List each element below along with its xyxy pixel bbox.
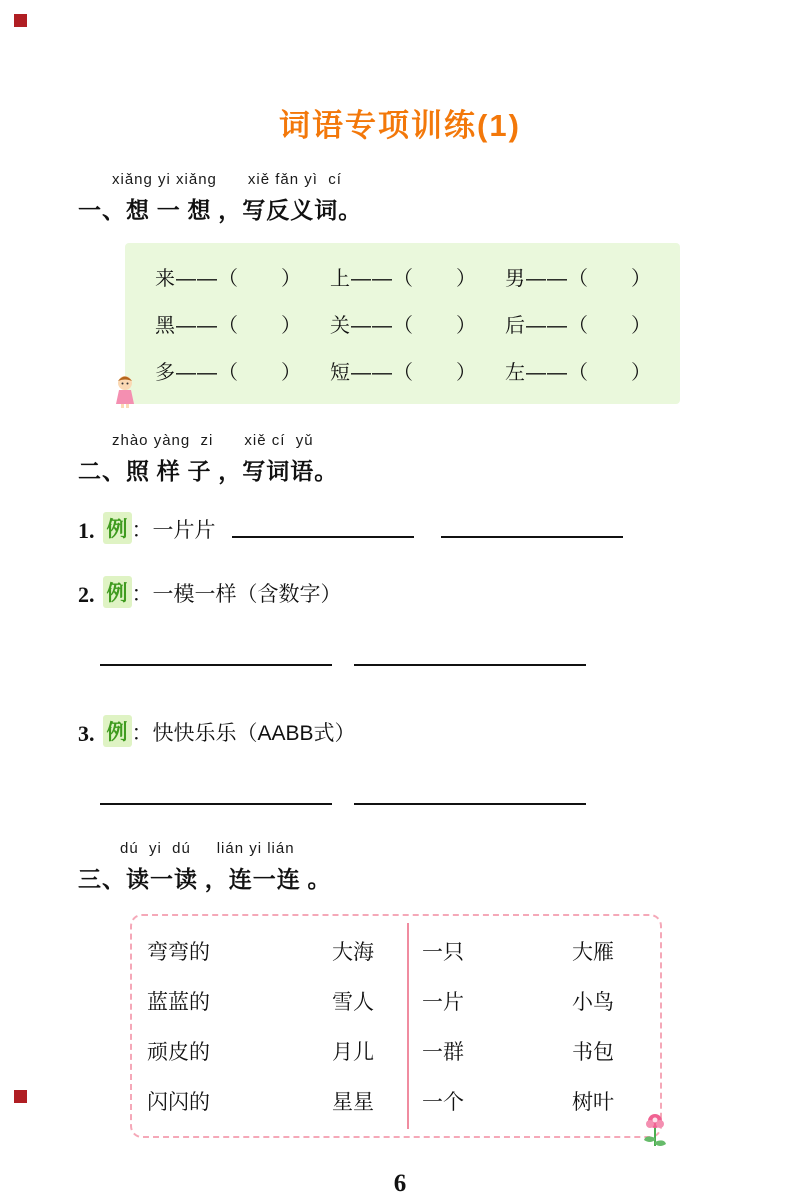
match-noun[interactable]: 雪人	[332, 991, 374, 1014]
flower-icon	[638, 1112, 672, 1150]
match-measure[interactable]: 一群	[422, 1041, 464, 1064]
answer-blank[interactable]	[441, 514, 623, 538]
doll-icon	[111, 374, 139, 408]
answer-blank[interactable]	[354, 642, 586, 666]
match-noun[interactable]: 大海	[332, 941, 374, 964]
antonym-cell[interactable]: 后——（ ）	[505, 315, 652, 337]
section3-heading: 三、读一读 ，连一连 。	[78, 867, 332, 892]
example-text: ：一片片	[131, 519, 216, 542]
antonym-cell[interactable]: 上——（ ）	[330, 268, 477, 290]
page-number: 6	[393, 1170, 407, 1197]
example-label: 例	[103, 715, 132, 747]
example-item-2	[78, 576, 800, 608]
answer-blanks-row	[100, 642, 800, 671]
match-measure[interactable]: 一只	[422, 941, 464, 964]
match-row	[147, 926, 660, 976]
example-label: 例	[103, 512, 132, 544]
match-noun[interactable]: 大雁	[572, 941, 614, 964]
antonym-cell[interactable]: 短——（ ）	[330, 362, 477, 384]
match-adjective[interactable]: 闪闪的	[147, 1091, 210, 1114]
section3-pinyin: dú yi dú lián yi lián	[120, 840, 295, 857]
antonym-cell[interactable]: 关——（ ）	[330, 315, 477, 337]
example-text: ：快快乐乐（AABB式）	[131, 722, 356, 745]
match-measure[interactable]: 一个	[422, 1091, 464, 1114]
page-title: 词语专项训练(1)	[279, 108, 521, 143]
match-adjective[interactable]: 弯弯的	[147, 941, 210, 964]
example-text: ：一模一样（含数字）	[131, 583, 342, 606]
antonym-cell[interactable]: 左——（ ）	[505, 362, 652, 384]
corner-mark-top	[14, 14, 27, 27]
antonym-row	[155, 300, 680, 347]
column-divider	[407, 923, 409, 1129]
answer-blank[interactable]	[232, 514, 414, 538]
match-noun[interactable]: 小鸟	[572, 991, 614, 1014]
antonym-cell[interactable]: 多——（ ）	[155, 362, 302, 384]
match-adjective[interactable]: 顽皮的	[147, 1041, 210, 1064]
answer-blank[interactable]	[100, 781, 332, 805]
match-noun[interactable]: 书包	[572, 1041, 614, 1064]
antonym-cell[interactable]: 黑——（ ）	[155, 315, 302, 337]
antonym-row	[155, 253, 680, 300]
antonym-cell[interactable]: 男——（ ）	[505, 268, 652, 290]
match-noun[interactable]: 月儿	[332, 1041, 374, 1064]
answer-blank[interactable]	[354, 781, 586, 805]
example-item-1	[78, 512, 800, 544]
item-number: 1.	[78, 518, 95, 543]
corner-mark-bottom	[14, 1090, 27, 1103]
match-row	[147, 1026, 660, 1076]
answer-blanks	[232, 514, 646, 544]
match-row	[147, 976, 660, 1026]
match-noun[interactable]: 树叶	[572, 1091, 614, 1114]
example-item-3	[78, 715, 800, 747]
section1-pinyin: xiǎng yi xiǎng xiě fǎn yì cí	[112, 171, 342, 188]
antonym-row	[155, 347, 680, 394]
example-label: 例	[103, 576, 132, 608]
section2-pinyin: zhào yàng zi xiě cí yǔ	[112, 432, 314, 449]
antonym-cell[interactable]: 来——（ ）	[155, 268, 302, 290]
section1-heading: 一、想 一 想 ，写反义词。	[78, 198, 363, 223]
answer-blanks-row	[100, 781, 800, 810]
section2-heading: 二、照 样 子 ，写词语。	[78, 459, 339, 484]
antonym-exercise-box	[125, 243, 680, 404]
item-number: 2.	[78, 582, 95, 607]
answer-blank[interactable]	[100, 642, 332, 666]
item-number: 3.	[78, 721, 95, 746]
match-measure[interactable]: 一片	[422, 991, 464, 1014]
match-noun[interactable]: 星星	[332, 1091, 374, 1114]
match-adjective[interactable]: 蓝蓝的	[147, 991, 210, 1014]
matching-exercise-box	[130, 914, 662, 1138]
